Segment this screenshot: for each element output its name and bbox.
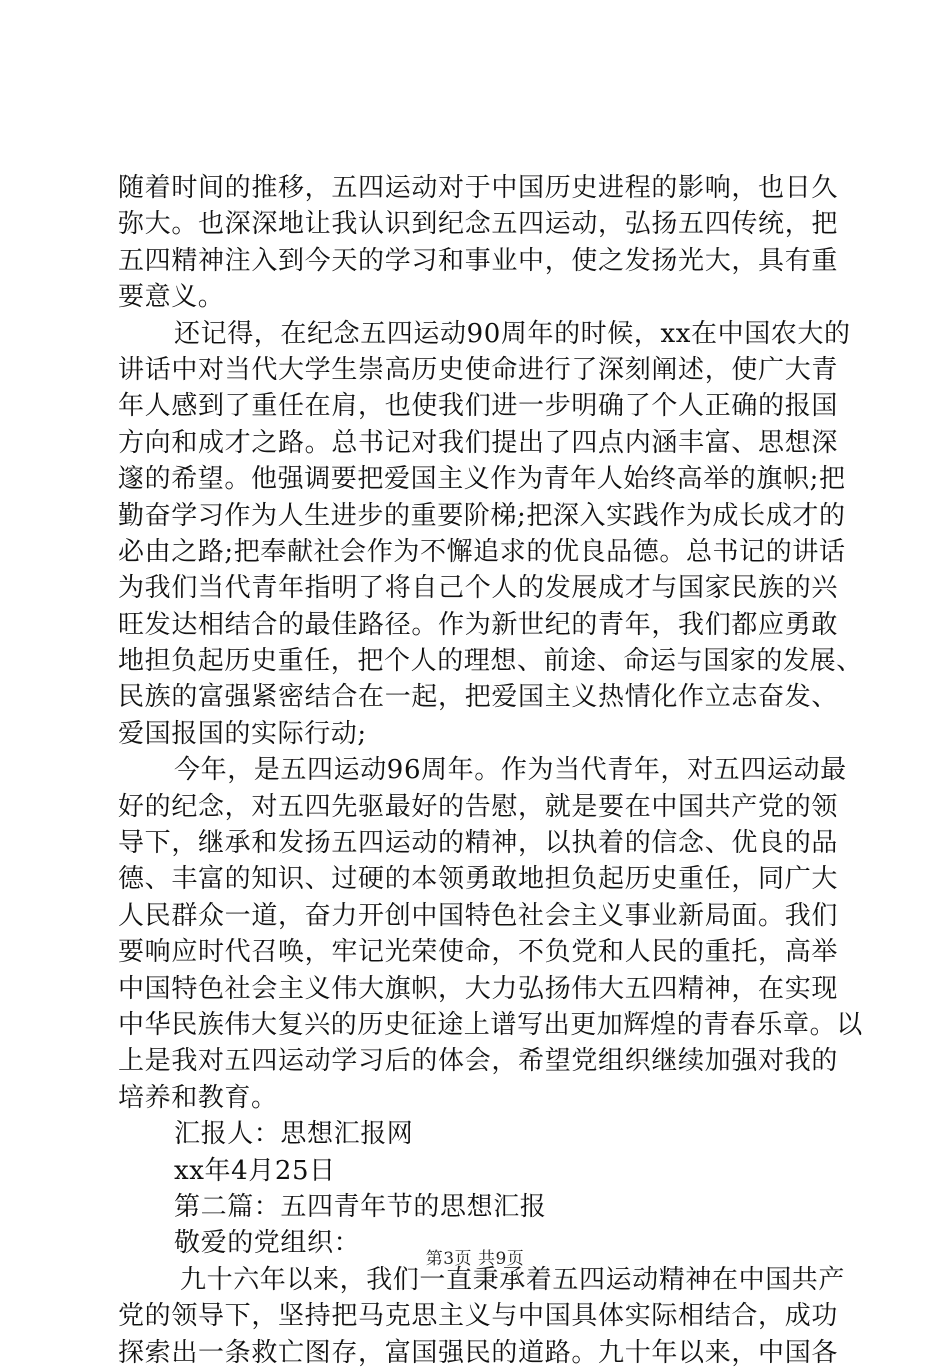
paragraph-start-line: 九十六年以来，我们一直秉承着五四运动精神在中国共产 xyxy=(180,1264,846,1295)
text-line: 导下，继承和发扬五四运动的精神，以执着的信念、优良的品 xyxy=(118,828,838,859)
text-line: 德、丰富的知识、过硬的本领勇敢地担负起历史重任，同广大 xyxy=(118,864,838,895)
text-line: 探索出一条救亡图存，富国强民的道路。九十年以来，中国各 xyxy=(118,1337,838,1368)
paragraph-start-line: 今年，是五四运动96周年。作为当代青年，对五四运动最 xyxy=(174,755,847,786)
text-line: 上是我对五四运动学习后的体会，希望党组织继续加强对我的 xyxy=(118,1046,838,1077)
text-line: 好的纪念，对五四先驱最好的告慰，就是要在中国共产党的领 xyxy=(118,791,838,822)
text-line: 邃的希望。他强调要把爱国主义作为青年人始终高举的旗帜;把 xyxy=(118,464,846,495)
text-line: 勤奋学习作为人生进步的重要阶梯;把深入实践作为成长成才的 xyxy=(118,500,846,531)
text-line: 培养和教育。 xyxy=(118,1082,278,1113)
text-line: 随着时间的推移，五四运动对于中国历史进程的影响，也日久 xyxy=(118,173,838,203)
text-line: 讲话中对当代大学生崇高历史使命进行了深刻阐述，使广大青 xyxy=(118,354,838,385)
reporter-line: 汇报人：思想汇报网 xyxy=(174,1119,414,1150)
date-line: xx年4月25日 xyxy=(174,1155,336,1186)
text-line: 要意义。 xyxy=(118,282,225,313)
page-number-footer: 第3页 共9页 xyxy=(425,1249,525,1269)
text-line: 弥大。也深深地让我认识到纪念五四运动，弘扬五四传统，把 xyxy=(118,209,838,240)
text-line: 必由之路;把奉献社会作为不懈追求的优良品德。总书记的讲话 xyxy=(118,536,846,567)
text-line: 地担负起历史重任，把个人的理想、前途、命运与国家的发展、 xyxy=(118,646,863,677)
text-line: 民族的富强紧密结合在一起，把爱国主义热情化作立志奋发、 xyxy=(118,682,838,713)
salutation-line: 敬爱的党组织： xyxy=(174,1228,361,1259)
section-heading: 第二篇：五四青年节的思想汇报 xyxy=(174,1191,547,1222)
text-line: 人民群众一道，奋力开创中国特色社会主义事业新局面。我们 xyxy=(118,900,838,931)
text-line: 年人感到了重任在肩，也使我们进一步明确了个人正确的报国 xyxy=(118,391,838,422)
text-line: 为我们当代青年指明了将自己个人的发展成才与国家民族的兴 xyxy=(118,573,838,604)
paragraph-start-line: 还记得，在纪念五四运动90周年的时候，xx在中国农大的 xyxy=(174,318,851,349)
text-line: 旺发达相结合的最佳路径。作为新世纪的青年，我们都应勇敢 xyxy=(118,609,838,640)
text-line: 党的领导下，坚持把马克思主义与中国具体实际相结合，成功 xyxy=(118,1301,838,1332)
text-line: 五四精神注入到今天的学习和事业中，使之发扬光大，具有重 xyxy=(118,245,838,276)
text-line: 爱国报国的实际行动; xyxy=(118,718,367,749)
body-text xyxy=(118,170,863,1371)
text-line: 要响应时代召唤，牢记光荣使命，不负党和人民的重托，高举 xyxy=(118,937,838,968)
text-line: 中国特色社会主义伟大旗帜，大力弘扬伟大五四精神，在实现 xyxy=(118,973,838,1004)
text-line: 方向和成才之路。总书记对我们提出了四点内涵丰富、思想深 xyxy=(118,427,838,458)
text-line: 中华民族伟大复兴的历史征途上谱写出更加辉煌的青春乐章。以 xyxy=(118,1009,863,1040)
